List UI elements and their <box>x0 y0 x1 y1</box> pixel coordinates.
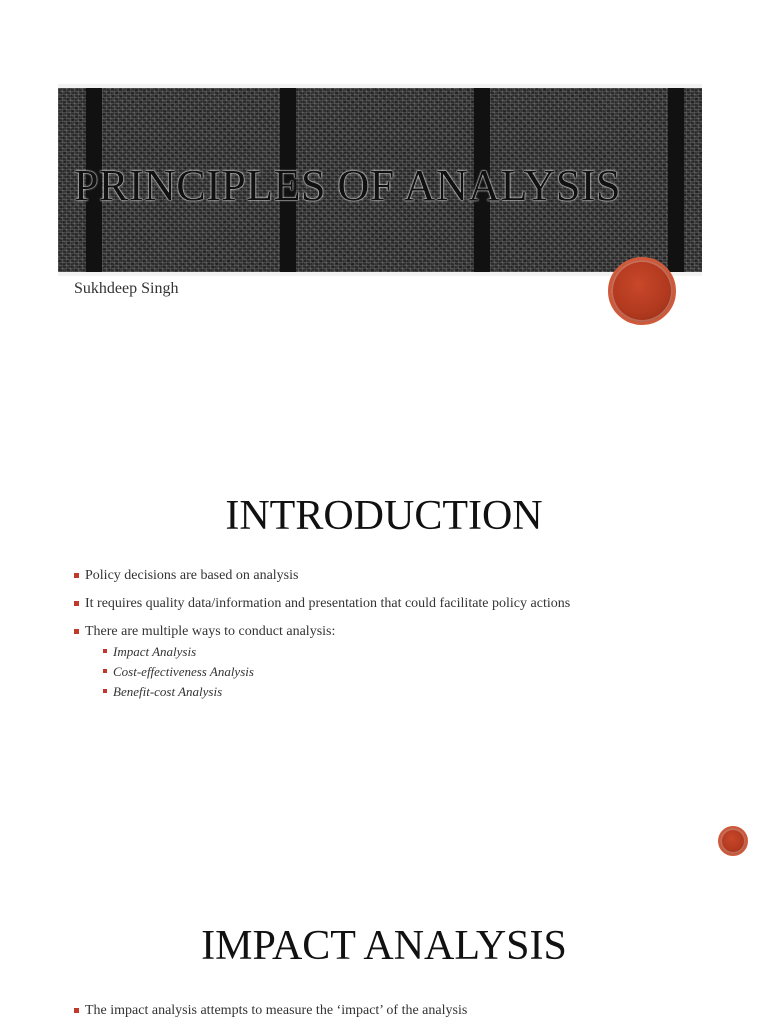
sub-list-item: Cost-effectiveness Analysis <box>103 663 570 680</box>
decorative-circle-icon <box>608 257 676 325</box>
presentation-title: PRINCIPLES OF ANALYSIS <box>74 161 621 210</box>
list-item: Policy decisions are based on analysis <box>74 567 570 585</box>
list-item <box>74 623 570 700</box>
bullet-list <box>74 1002 467 1030</box>
impact-analysis-slide <box>0 874 768 1024</box>
list-item: It requires quality data/information and presentation that could facilitate policy actions <box>74 595 570 613</box>
slide-heading: INTRODUCTION <box>225 493 543 539</box>
decorative-circle-icon <box>718 826 748 856</box>
introduction-slide <box>0 384 768 874</box>
sub-bullet-list <box>85 643 570 700</box>
slide-heading: IMPACT ANALYSIS <box>201 923 567 969</box>
title-slide <box>0 0 768 384</box>
sub-list-item: Benefit-cost Analysis <box>103 683 570 700</box>
sub-list-item: Impact Analysis <box>103 643 570 660</box>
list-item: The impact analysis attempts to measure the ‘impact’ of the analysis <box>74 1002 467 1020</box>
bullet-list <box>74 567 570 710</box>
list-item-text: There are multiple ways to conduct analysis: <box>85 624 336 639</box>
author-name: Sukhdeep Singh <box>74 280 179 297</box>
